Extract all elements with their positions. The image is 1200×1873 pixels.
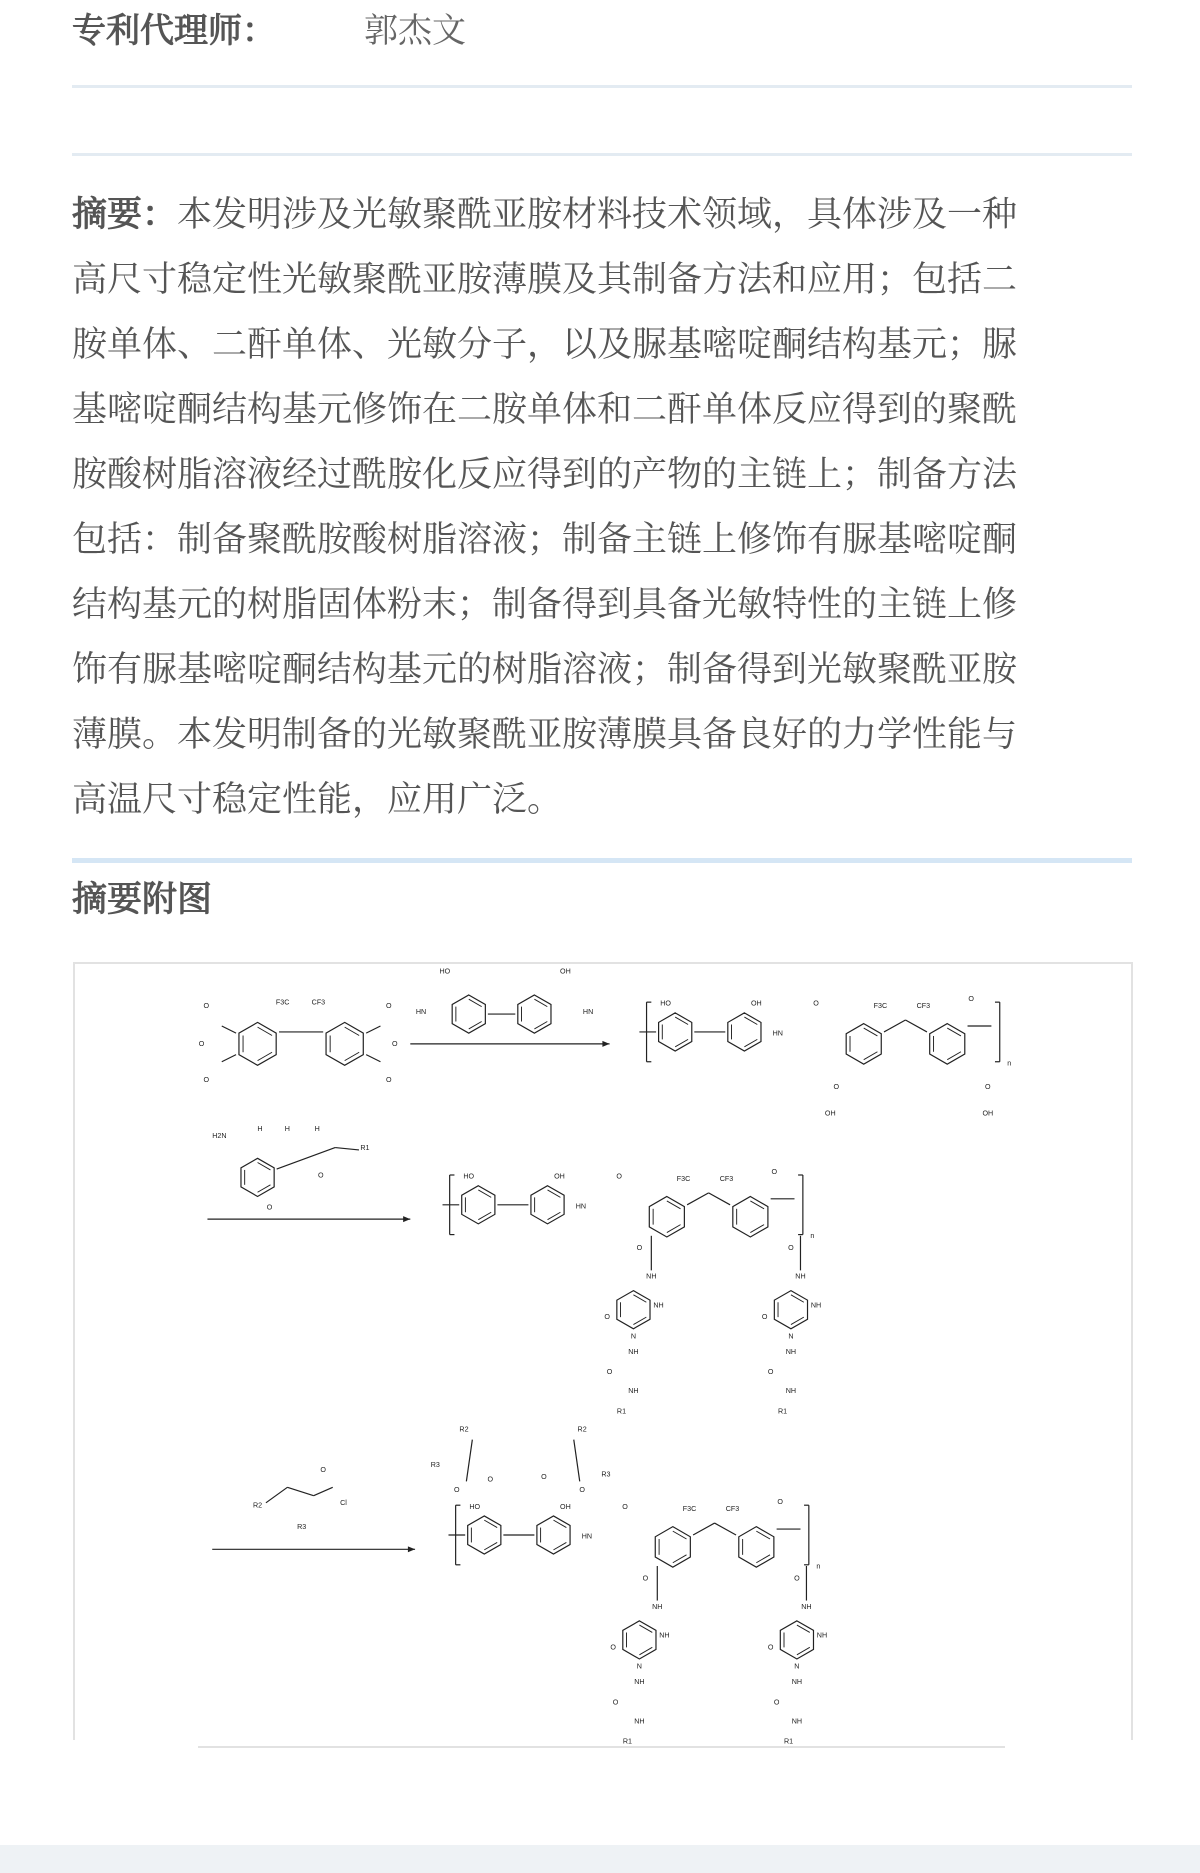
chem-label-o: O [604, 1313, 610, 1322]
double-bond [864, 1052, 878, 1060]
chem-label-nh: NH [652, 1602, 663, 1611]
chem-label-nh: NH [795, 1272, 806, 1281]
arrow-head [403, 1216, 410, 1222]
arrow-head [602, 1041, 609, 1047]
benzene-ring [846, 1024, 881, 1065]
double-bond [639, 1647, 652, 1654]
abstract-line: 结构基元的树脂固体粉末；制备得到具备光敏特性的主链上修 [72, 585, 1018, 625]
bond [884, 1020, 905, 1032]
chem-label-f3c: F3C [275, 998, 290, 1007]
bond [335, 1148, 359, 1150]
abstract-line: 包括：制备聚酰胺酸树脂溶液；制备主链上修饰有脲基嘧啶酮 [72, 520, 1018, 560]
double-bond [548, 1212, 561, 1219]
chem-label-o: O [266, 1203, 273, 1212]
double-bond [673, 1555, 687, 1563]
chem-label-o: O [833, 1083, 840, 1092]
benzene-ring [537, 1516, 570, 1554]
chem-label-o: O [767, 1643, 774, 1652]
chem-label-o: O [642, 1574, 649, 1583]
bond [466, 1440, 472, 1482]
benzene-ring [462, 1186, 495, 1224]
bond [222, 1026, 236, 1033]
chem-label-o: O [813, 999, 819, 1008]
chem-label-oh: OH [982, 1109, 994, 1118]
footer-band [0, 1845, 1200, 1873]
double-bond [791, 1317, 804, 1324]
abstract-text: 本发明涉及光敏聚酰亚胺材料技术领域，具体涉及一种 [177, 195, 1018, 235]
chem-label-oh: OH [554, 1172, 565, 1181]
bond [715, 1523, 736, 1535]
benzene-ring [930, 1024, 965, 1065]
figure-border-gap [1005, 1740, 1133, 1748]
abstract [72, 183, 1142, 833]
chem-label-cf3: CF3 [725, 1505, 740, 1514]
benzene-ring [623, 1621, 656, 1659]
chem-label-o: O [198, 1040, 205, 1049]
chem-label-h: H [257, 1124, 263, 1133]
benzene-ring [655, 1527, 690, 1568]
double-bond [947, 1028, 961, 1036]
double-bond [553, 1520, 566, 1527]
double-bond [639, 1625, 652, 1632]
chem-label-n: n [816, 1562, 821, 1571]
chem-label-o: O [622, 1502, 628, 1511]
double-bond [345, 1027, 360, 1035]
double-bond [750, 1201, 764, 1209]
chem-label-r2: R2 [252, 1501, 263, 1510]
arrow-head [408, 1546, 415, 1552]
chem-label-o: O [386, 1076, 392, 1085]
reaction-scheme-image [75, 964, 1131, 1746]
chem-label-cf3: CF3 [719, 1174, 734, 1183]
chem-label-hn: HN [772, 1029, 783, 1038]
chem-label-o: O [320, 1465, 326, 1474]
chem-label-nh: NH [646, 1272, 657, 1281]
double-bond [673, 1531, 687, 1539]
double-bond [258, 1027, 273, 1035]
chem-label-nh: NH [634, 1717, 645, 1726]
abstract-line: 胺酸树脂溶液经过酰胺化反应得到的产物的主链上；制备方法 [72, 455, 1018, 495]
chem-label-ho: HO [469, 1502, 481, 1511]
chem-label-o: O [767, 1368, 774, 1377]
benzene-ring [239, 1022, 276, 1065]
chem-label-h: H [314, 1124, 320, 1133]
double-bond [675, 1017, 688, 1024]
benzene-ring [774, 1291, 807, 1329]
abstract-line: 基嘧啶酮结构基元修饰在二胺单体和二酐单体反应得到的聚酰 [72, 390, 1018, 430]
double-bond [534, 999, 547, 1006]
chem-label-o: O [386, 1002, 392, 1011]
chem-label-nh: NH [785, 1347, 797, 1356]
benzene-ring [780, 1621, 813, 1659]
chem-label-o: O [777, 1498, 783, 1507]
double-bond [756, 1531, 770, 1539]
double-bond [484, 1542, 497, 1549]
chem-label-nh: NH [791, 1678, 803, 1687]
benzene-ring [452, 995, 485, 1033]
chem-label-N: N [636, 1662, 642, 1671]
chem-label-hn: HN [581, 1532, 593, 1541]
double-bond [667, 1201, 681, 1209]
chem-label-o: O [203, 1002, 210, 1011]
chem-label-o: O [985, 1083, 991, 1092]
abstract-line: 胺单体、二酐单体、光敏分子，以及脲基嘧啶酮结构基元；脲 [72, 325, 1018, 365]
abstract-label: 摘要： [72, 195, 178, 235]
chem-label-hn: HN [582, 1008, 594, 1017]
benzene-ring [326, 1022, 363, 1065]
chem-label-nh: NH [659, 1631, 670, 1640]
double-bond [633, 1317, 646, 1324]
double-bond [744, 1039, 757, 1046]
chem-label-r2: R2 [577, 1425, 587, 1434]
double-bond [469, 999, 482, 1006]
chem-label-o: O [579, 1486, 585, 1495]
double-bond [534, 1022, 547, 1029]
benzene-ring [659, 1013, 692, 1051]
chem-label-o: O [392, 1040, 398, 1049]
benzene-ring [468, 1516, 501, 1554]
double-bond [791, 1295, 804, 1302]
abstract-figure [73, 962, 1133, 1748]
chem-label-r1: R1 [360, 1143, 370, 1152]
chem-label-o: O [610, 1643, 616, 1652]
chem-label-o: O [606, 1368, 613, 1377]
bond [366, 1026, 380, 1033]
double-bond [744, 1017, 757, 1024]
bond [366, 1055, 380, 1062]
chem-label-n: n [810, 1232, 815, 1241]
chem-label-hn: HN [415, 1008, 427, 1017]
chem-label-r1: R1 [622, 1737, 633, 1746]
chem-label-nh: NH [653, 1301, 664, 1310]
bond [574, 1440, 580, 1482]
chem-label-cl: Cl [340, 1499, 347, 1508]
benzene-ring [531, 1186, 564, 1224]
chem-label-h: H [284, 1124, 290, 1133]
chem-label-nh: NH [628, 1347, 639, 1356]
benzene-ring [733, 1196, 768, 1237]
bond [709, 1193, 730, 1205]
double-bond [667, 1225, 681, 1233]
chem-label-n: n [1007, 1059, 1012, 1068]
chem-label-o: O [612, 1698, 619, 1707]
bond [266, 1487, 287, 1502]
double-bond [478, 1190, 491, 1197]
double-bond [756, 1555, 770, 1563]
chem-label-N: N [794, 1662, 800, 1671]
chem-label-nh: NH [791, 1717, 803, 1726]
chem-label-o: O [541, 1472, 547, 1481]
chem-label-o: O [761, 1313, 768, 1322]
double-bond [797, 1625, 810, 1632]
chem-label-oh: OH [560, 967, 571, 976]
chem-label-f3c: F3C [873, 1002, 888, 1011]
double-bond [469, 1022, 482, 1029]
chem-label-nh: NH [634, 1678, 645, 1687]
chem-label-N: N [630, 1332, 637, 1341]
chem-label-nh: NH [628, 1387, 639, 1396]
double-bond [478, 1212, 491, 1219]
double-bond [548, 1190, 561, 1197]
double-bond [864, 1028, 878, 1036]
chem-label-r3: R3 [297, 1523, 307, 1532]
chem-label-o: O [968, 994, 974, 1003]
chem-label-r2: R2 [459, 1425, 469, 1434]
chem-label-o: O [616, 1172, 622, 1181]
chem-label-o: O [318, 1171, 324, 1180]
chem-label-oh: OH [824, 1109, 836, 1118]
double-bond [675, 1039, 688, 1046]
chem-label-hn: HN [575, 1202, 587, 1211]
chem-label-nh: NH [801, 1602, 812, 1611]
chem-label-nh: NH [785, 1387, 797, 1396]
chem-label-o: O [794, 1574, 800, 1583]
patent-agent-value: 郭杰文 [364, 10, 466, 51]
chem-label-o: O [454, 1486, 460, 1495]
chem-label-r1: R1 [616, 1407, 627, 1416]
benzene-ring [739, 1527, 774, 1568]
chem-label-ho: HO [660, 999, 672, 1008]
double-bond [258, 1163, 271, 1170]
chem-label-r1: R1 [783, 1737, 794, 1746]
patent-agent-row [72, 2, 466, 52]
chem-label-o: O [487, 1475, 494, 1484]
chem-label-r3: R3 [430, 1461, 440, 1470]
double-bond [947, 1052, 961, 1060]
benzene-ring [241, 1158, 274, 1196]
double-bond [750, 1225, 764, 1233]
divider [72, 85, 1132, 88]
bond [277, 1148, 335, 1169]
chem-label-ho: HO [463, 1172, 475, 1181]
abstract-line: 高尺寸稳定性光敏聚酰亚胺薄膜及其制备方法和应用；包括二 [72, 260, 1018, 300]
chem-label-cf3: CF3 [916, 1002, 931, 1011]
figure-border-gap [72, 1740, 198, 1748]
chem-label-ho: HO [439, 967, 451, 976]
abstract-line: 饰有脲基嘧啶酮结构基元的树脂溶液；制备得到光敏聚酰亚胺 [72, 650, 1018, 690]
double-bond [484, 1520, 497, 1527]
chem-label-nh: NH [810, 1301, 822, 1310]
chem-label-oh: OH [560, 1502, 571, 1511]
double-bond [345, 1052, 360, 1060]
chem-label-N: N [788, 1332, 794, 1341]
chem-label-r1: R1 [778, 1407, 788, 1416]
abstract-line [72, 183, 1142, 248]
divider [72, 153, 1132, 156]
bond [687, 1193, 708, 1205]
double-bond [258, 1185, 271, 1192]
abstract-line: 薄膜。本发明制备的光敏聚酰亚胺薄膜具备良好的力学性能与 [72, 715, 1018, 755]
chem-label-r3: R3 [601, 1470, 611, 1479]
bond [693, 1523, 714, 1535]
chem-label-o: O [203, 1076, 210, 1085]
double-bond [553, 1542, 566, 1549]
chem-label-o: O [771, 1167, 778, 1176]
double-bond [633, 1295, 646, 1302]
bond [287, 1487, 313, 1495]
patent-agent-label: 专利代理师： [72, 10, 276, 51]
bond [314, 1487, 333, 1495]
bond [222, 1055, 236, 1062]
chem-label-cf3: CF3 [311, 998, 326, 1007]
chem-label-o: O [636, 1244, 643, 1253]
abstract-line: 高温尺寸稳定性能，应用广泛。 [72, 780, 563, 820]
benzene-ring [617, 1291, 650, 1329]
chem-label-nh: NH [816, 1631, 828, 1640]
double-bond [258, 1052, 273, 1060]
chem-label-o: O [773, 1698, 780, 1707]
double-bond [797, 1647, 810, 1654]
chem-label-h2n: H2N [212, 1132, 227, 1141]
bond [905, 1020, 926, 1032]
benzene-ring [649, 1196, 684, 1237]
chem-label-f3c: F3C [682, 1505, 697, 1514]
figure-title: 摘要附图 [72, 880, 213, 920]
benzene-ring [728, 1013, 761, 1051]
chem-label-o: O [788, 1244, 794, 1253]
section-divider [72, 858, 1132, 863]
chem-label-oh: OH [750, 999, 762, 1008]
chem-label-f3c: F3C [676, 1174, 691, 1183]
benzene-ring [518, 995, 551, 1033]
